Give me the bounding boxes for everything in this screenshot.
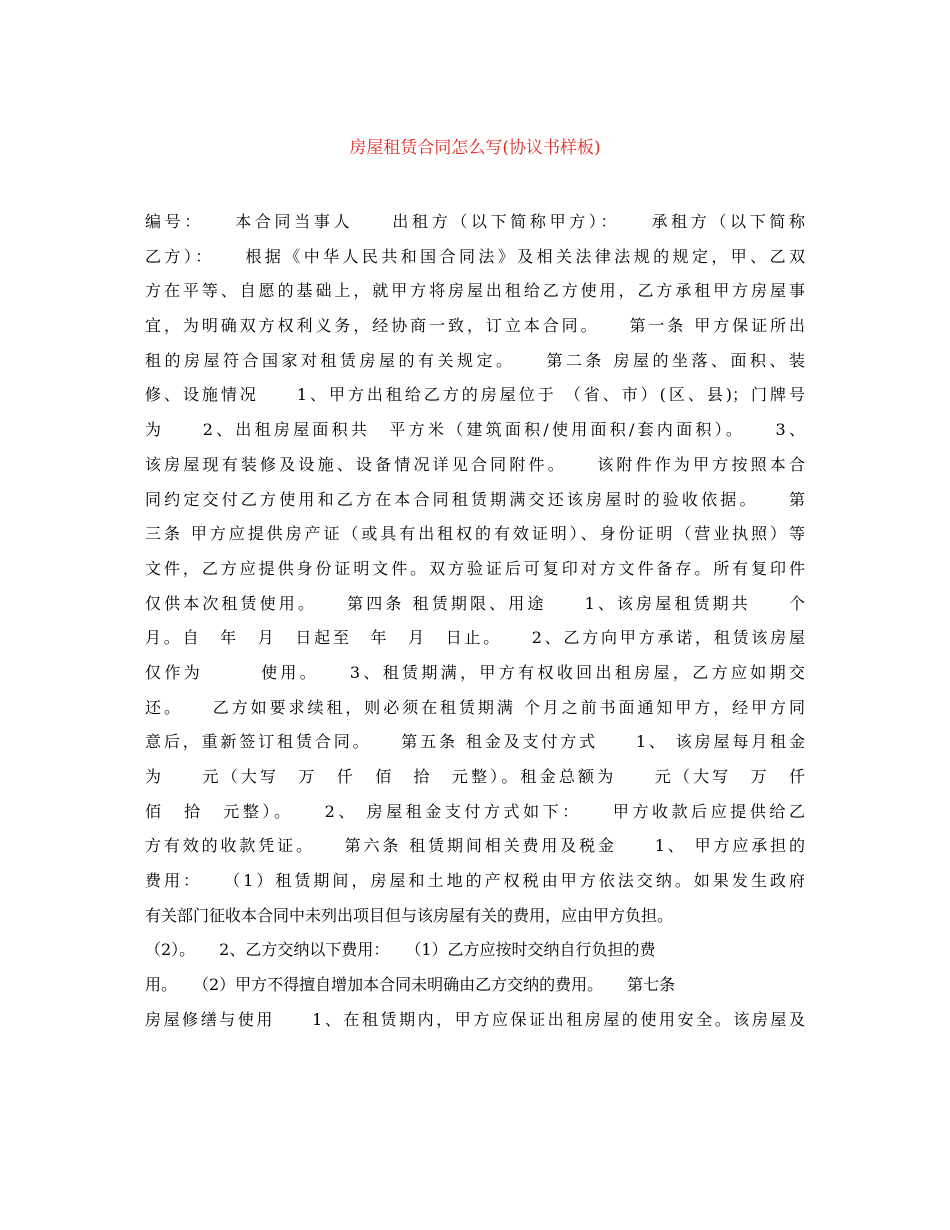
body-line: 方在平等、自愿的基础上，就甲方将房屋出租给乙方使用，乙方承租甲方房屋事 [145,281,805,301]
body-line: 该房屋现有装修及设施、设备情况详见合同附件。 该附件作为甲方按照本合 [145,454,805,474]
body-line: 仅作为 使用。 3、租赁期满，甲方有权收回出租房屋，乙方应如期交 [145,662,805,682]
body-line: 费用： （1）租赁期间，房屋和土地的产权税由甲方依法交纳。如果发生政府 [145,871,805,891]
body-line: 编号： 本合同当事人 出租方（以下简称甲方）： 承租方（以下简称 [145,212,805,231]
body-line: 文件，乙方应提供身份证明文件。双方验证后可复印对方文件备存。所有复印件 [145,558,805,578]
body-line: 租的房屋符合国家对租赁房屋的有关规定。 第二条 房屋的坐落、面积、装 [145,350,805,370]
body-line: 宜，为明确双方权利义务，经协商一致，订立本合同。 第一条 甲方保证所出 [145,316,805,336]
body-line: （2）。 2、乙方交纳以下费用： （1）乙方应按时交纳自行负担的费 [145,940,656,960]
body-line: 同约定交付乙方使用和乙方在本合同租赁期满交还该房屋时的验收依据。 第 [145,489,805,509]
body-line: 方有效的收款凭证。 第六条 租赁期间相关费用及税金 1、 甲方应承担的 [145,836,805,856]
body-line: 意后，重新签订租赁合同。 第五条 租金及支付方式 1、 该房屋每月租金 [145,732,805,752]
document-body [145,205,805,1038]
body-line: 为 2、出租房屋面积共 平方米（建筑面积/使用面积/套内面积）。 3、 [145,420,805,440]
body-line: 房屋修缮与使用 1、在租赁期内，甲方应保证出租房屋的使用安全。该房屋及 [145,1009,805,1029]
body-line: 月。自 年 月 日起至 年 月 日止。 2、乙方向甲方承诺，租赁该房屋 [145,628,805,648]
body-line: 还。 乙方如要求续租，则必须在租赁期满 个月之前书面通知甲方，经甲方同 [145,697,805,717]
body-line: 有关部门征收本合同中未列出项目但与该房屋有关的费用，应由甲方负担。 [145,905,674,925]
body-line: 三条 甲方应提供房产证（或具有出租权的有效证明）、身份证明（营业执照）等 [145,524,805,544]
body-line: 仅供本次租赁使用。 第四条 租赁期限、用途 1、该房屋租赁期共 个 [145,593,805,613]
body-line: 用。 （2）甲方不得擅自增加本合同未明确由乙方交纳的费用。 第七条 [145,975,676,995]
body-line: 修、设施情况 1、甲方出租给乙方的房屋位于 （省、市）(区、县)；门牌号 [145,385,805,405]
body-line: 乙方）： 根据《中华人民共和国合同法》及相关法律法规的规定，甲、乙双 [145,246,805,266]
document-title: 房屋租赁合同怎么写(协议书样板) [349,138,601,158]
body-line: 佰 拾 元整）。 2、 房屋租金支付方式如下： 甲方收款后应提供给乙 [145,801,805,821]
body-line: 为 元（大写 万 仟 佰 拾 元整）。租金总额为 元（大写 万 仟 [145,767,805,786]
